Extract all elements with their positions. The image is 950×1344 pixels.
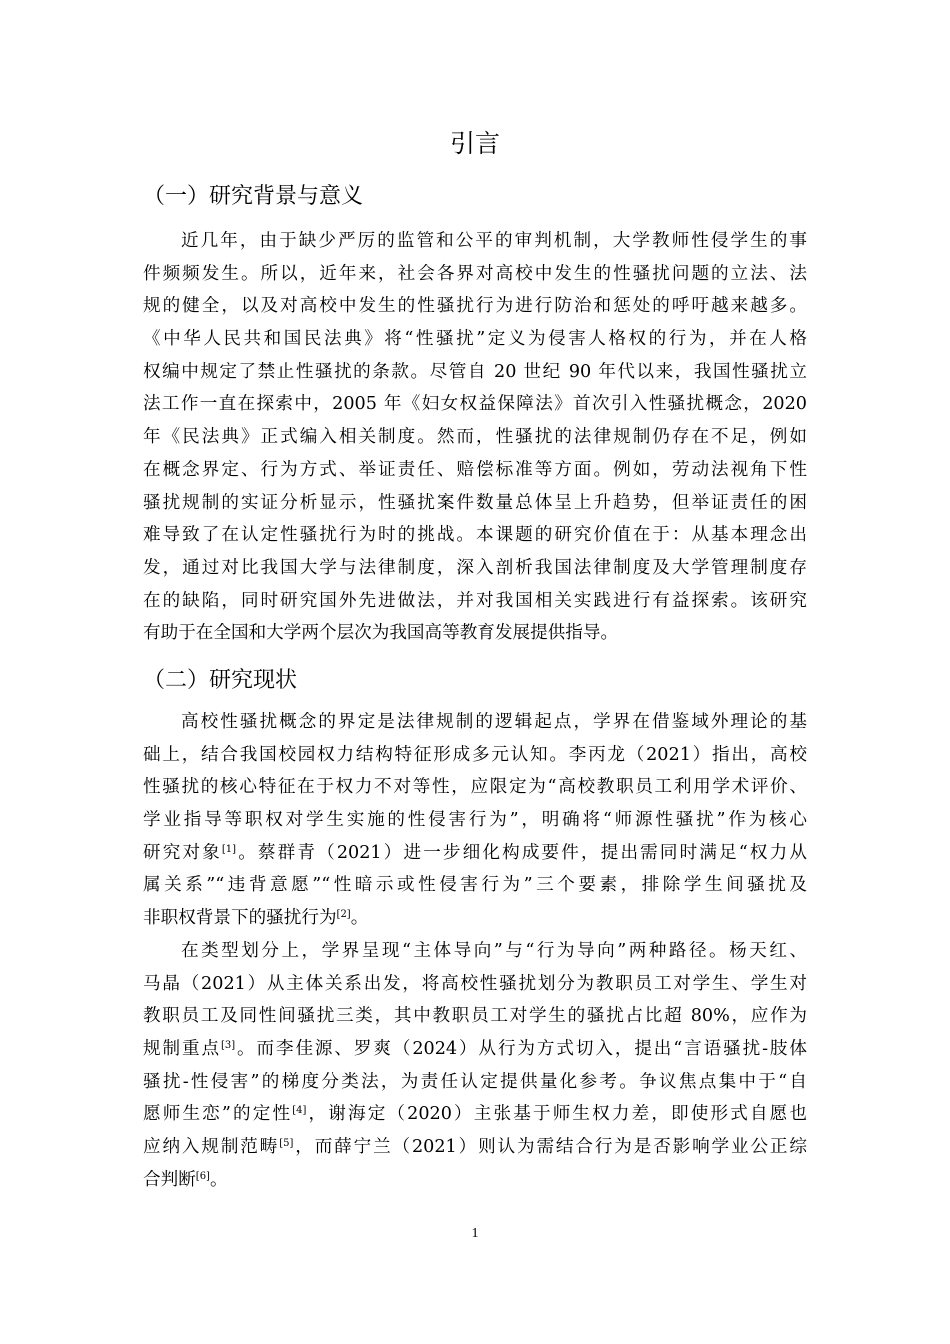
page-title: 引言 [449,129,500,158]
line-text: 。蔡群青（2021）进一步细化构成要件，提出需同时满足“权力从 [236,843,807,863]
line-text: 。 [209,1170,228,1190]
line-text: 规制重点 [143,1039,221,1059]
line-text: 应纳入规制范畴 [143,1137,280,1157]
paragraph-line: 法工作一直在探索中，2005 年《妇女权益保障法》首次引入性骚扰概念，2020 [143,394,807,414]
citation-ref: [1] [221,844,237,855]
paragraph-line: 骚扰-性侵害”的梯度分类法，为责任认定提供量化参考。争议焦点集中于“自 [143,1072,807,1092]
paragraph-line [143,1033,807,1066]
citation-ref: [3] [220,1040,236,1051]
line-text: 。 [350,908,369,928]
paragraph-line: 有助于在全国和大学两个层次为我国高等教育发展提供指导。 [143,623,619,643]
paragraph-line: 难导致了在认定性骚扰行为时的挑战。本课题的研究价值在于：从基本理念出 [143,525,807,545]
line-text: ，而薛宁兰（2021）则认为需结合行为是否影响学业公正综 [293,1137,807,1157]
paragraph-line: 高校性骚扰概念的界定是法律规制的逻辑起点，学界在借鉴域外理论的基 [181,712,807,732]
paragraph-line: 年《民法典》正式编入相关制度。然而，性骚扰的法律规制仍存在不足，例如 [143,427,807,447]
citation-ref: [5] [279,1138,294,1149]
paragraph-line: 学业指导等职权对学生实施的性侵害行为”，明确将“师源性骚扰”作为核心 [143,810,807,830]
paragraph-line: 属关系”“违背意愿”“性暗示或性侵害行为”三个要素，排除学生间骚扰及 [143,875,807,895]
paragraph-line [143,1164,807,1197]
page-number: 1 [471,1226,479,1241]
paragraph-line: 性骚扰的核心特征在于权力不对等性，应限定为“高校教职员工利用学术评价、 [143,777,807,797]
paragraph-line: 在的缺陷，同时研究国外先进做法，并对我国相关实践进行有益探索。该研究 [143,591,807,611]
citation-ref: [2] [336,909,351,920]
line-text: 合判断 [143,1170,196,1190]
citation-ref: [4] [292,1105,307,1116]
paragraph-line: 近几年，由于缺少严厉的监管和公平的审判机制，大学教师性侵学生的事 [181,231,807,251]
paragraph-line: 权编中规定了禁止性骚扰的条款。尽管自 20 世纪 90 年代以来，我国性骚扰立 [143,362,807,382]
paragraph-line [143,837,807,870]
paragraph-line: 础上，结合我国校园权力结构特征形成多元认知。李丙龙（2021）指出，高校 [143,745,807,765]
paragraph-line: 规的健全，以及对高校中发生的性骚扰行为进行防治和惩处的呼吁越来越多。 [143,296,807,316]
paragraph-line: 在类型划分上，学界呈现“主体导向”与“行为导向”两种路径。杨天红、 [181,941,807,961]
paragraph-line: 发，通过对比我国大学与法律制度，深入剖析我国法律制度及大学管理制度存 [143,558,807,578]
section-heading-status: （二）研究现状 [143,668,298,693]
line-text: 研究对象 [143,843,222,863]
line-text: 。而李佳源、罗爽（2024）从行为方式切入，提出“言语骚扰-肢体 [235,1039,807,1059]
citation-ref: [6] [195,1171,210,1182]
paragraph-line: 件频频发生。所以，近年来，社会各界对高校中发生的性骚扰问题的立法、法 [143,264,807,284]
line-text: 愿师生恋”的定性 [143,1104,293,1124]
paragraph-line: 骚扰规制的实证分析显示，性骚扰案件数量总体呈上升趋势，但举证责任的困 [143,493,807,513]
paragraph-line [143,1131,807,1164]
section-heading-background: （一）研究背景与意义 [143,184,364,209]
line-text: 非职权背景下的骚扰行为 [143,908,337,928]
paragraph-line [143,1098,807,1131]
paragraph-line [143,902,807,935]
paragraph-line: 马晶（2021）从主体关系出发，将高校性骚扰划分为教职员工对学生、学生对 [143,974,807,994]
paragraph-line: 《中华人民共和国民法典》将“性骚扰”定义为侵害人格权的行为，并在人格 [143,329,807,349]
line-text: ，谢海定（2020）主张基于师生权力差，即使形式自愿也 [306,1104,807,1124]
paragraph-line: 教职员工及同性间骚扰三类，其中教职员工对学生的骚扰占比超 80%，应作为 [143,1006,807,1026]
paragraph-line: 在概念界定、行为方式、举证责任、赔偿标准等方面。例如，劳动法视角下性 [143,460,807,480]
